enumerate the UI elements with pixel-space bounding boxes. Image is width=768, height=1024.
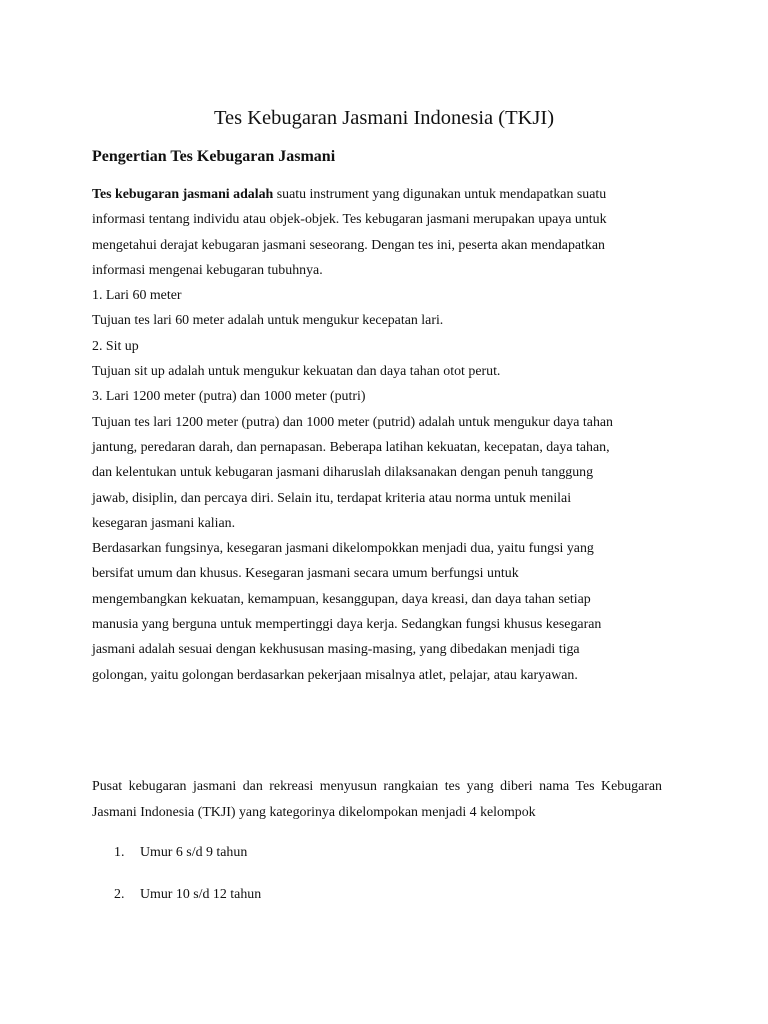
test-description: Tujuan tes lari 1200 meter (putra) dan 1000 meter (putrid) adalah untuk mengukur daya tahan [92, 414, 614, 430]
function-line: golongan, yaitu golongan berdasarkan pekerjaan misalnya atlet, pelajar, atau karyawan. [92, 667, 578, 683]
list-number: 2. [114, 887, 125, 902]
tkji-paragraph: Pusat kebugaran jasmani dan rekreasi menyusun rangkaian tes yang diberi nama Tes Kebugaran Jasmani Indonesia (TKJI) yang kategorinya dikelompokan menjadi 4 kelompok [92, 779, 662, 820]
section-heading: Pengertian Tes Kebugaran Jasmani [92, 148, 336, 165]
intro-line: mengetahui derajat kebugaran jasmani seseorang. Dengan tes ini, peserta akan mendapatkan [92, 237, 605, 253]
age-group-list [92, 842, 672, 926]
test-description: Tujuan tes lari 60 meter adalah untuk mengukur kecepatan lari. [92, 313, 444, 329]
list-item [92, 884, 672, 906]
intro-line-rest: suatu instrument yang digunakan untuk mendapatkan suatu [273, 187, 607, 202]
test-description: Tujuan sit up adalah untuk mengukur kekuatan dan daya tahan otot perut. [92, 364, 501, 380]
body-text [92, 182, 676, 688]
list-item-label: Umur 10 s/d 12 tahun [140, 887, 262, 902]
list-item-label: Umur 6 s/d 9 tahun [140, 845, 248, 860]
test-description: jantung, peredaran darah, dan pernapasan. Beberapa latihan kekuatan, kecepatan, daya tahan, [92, 439, 610, 455]
document-title: Tes Kebugaran Jasmani Indonesia (TKJI) [213, 107, 555, 129]
intro-line [92, 182, 676, 207]
function-line: bersifat umum dan khusus. Kesegaran jasmani secara umum berfungsi untuk [92, 566, 519, 582]
test-description: dan kelentukan untuk kebugaran jasmani diharuslah dilaksanakan dengan penuh tanggung [92, 465, 594, 481]
test-description: jawab, disiplin, dan percaya diri. Selain itu, terdapat kriteria atau norma untuk menilai [92, 490, 572, 506]
function-line: Berdasarkan fungsinya, kesegaran jasmani dikelompokkan menjadi dua, yaitu fungsi yang [92, 541, 594, 557]
test-heading: 1. Lari 60 meter [92, 288, 182, 304]
list-number: 1. [114, 845, 125, 860]
function-line: jasmani adalah sesuai dengan kekhususan masing-masing, yang dibedakan menjadi tiga [92, 642, 580, 658]
test-description: kesegaran jasmani kalian. [92, 515, 236, 531]
intro-line: informasi tentang individu atau objek-objek. Tes kebugaran jasmani merupakan upaya untuk [92, 212, 607, 228]
intro-bold-lead: Tes kebugaran jasmani adalah [92, 187, 274, 202]
list-item [92, 842, 672, 864]
intro-line: informasi mengenai kebugaran tubuhnya. [92, 262, 323, 278]
test-heading: 2. Sit up [92, 338, 139, 354]
function-line: manusia yang berguna untuk mempertinggi daya kerja. Sedangkan fungsi khusus kesegaran [92, 617, 602, 633]
function-line: mengembangkan kekuatan, kemampuan, kesanggupan, daya kreasi, dan daya tahan setiap [92, 591, 591, 607]
test-heading: 3. Lari 1200 meter (putra) dan 1000 meter (putri) [92, 389, 366, 405]
